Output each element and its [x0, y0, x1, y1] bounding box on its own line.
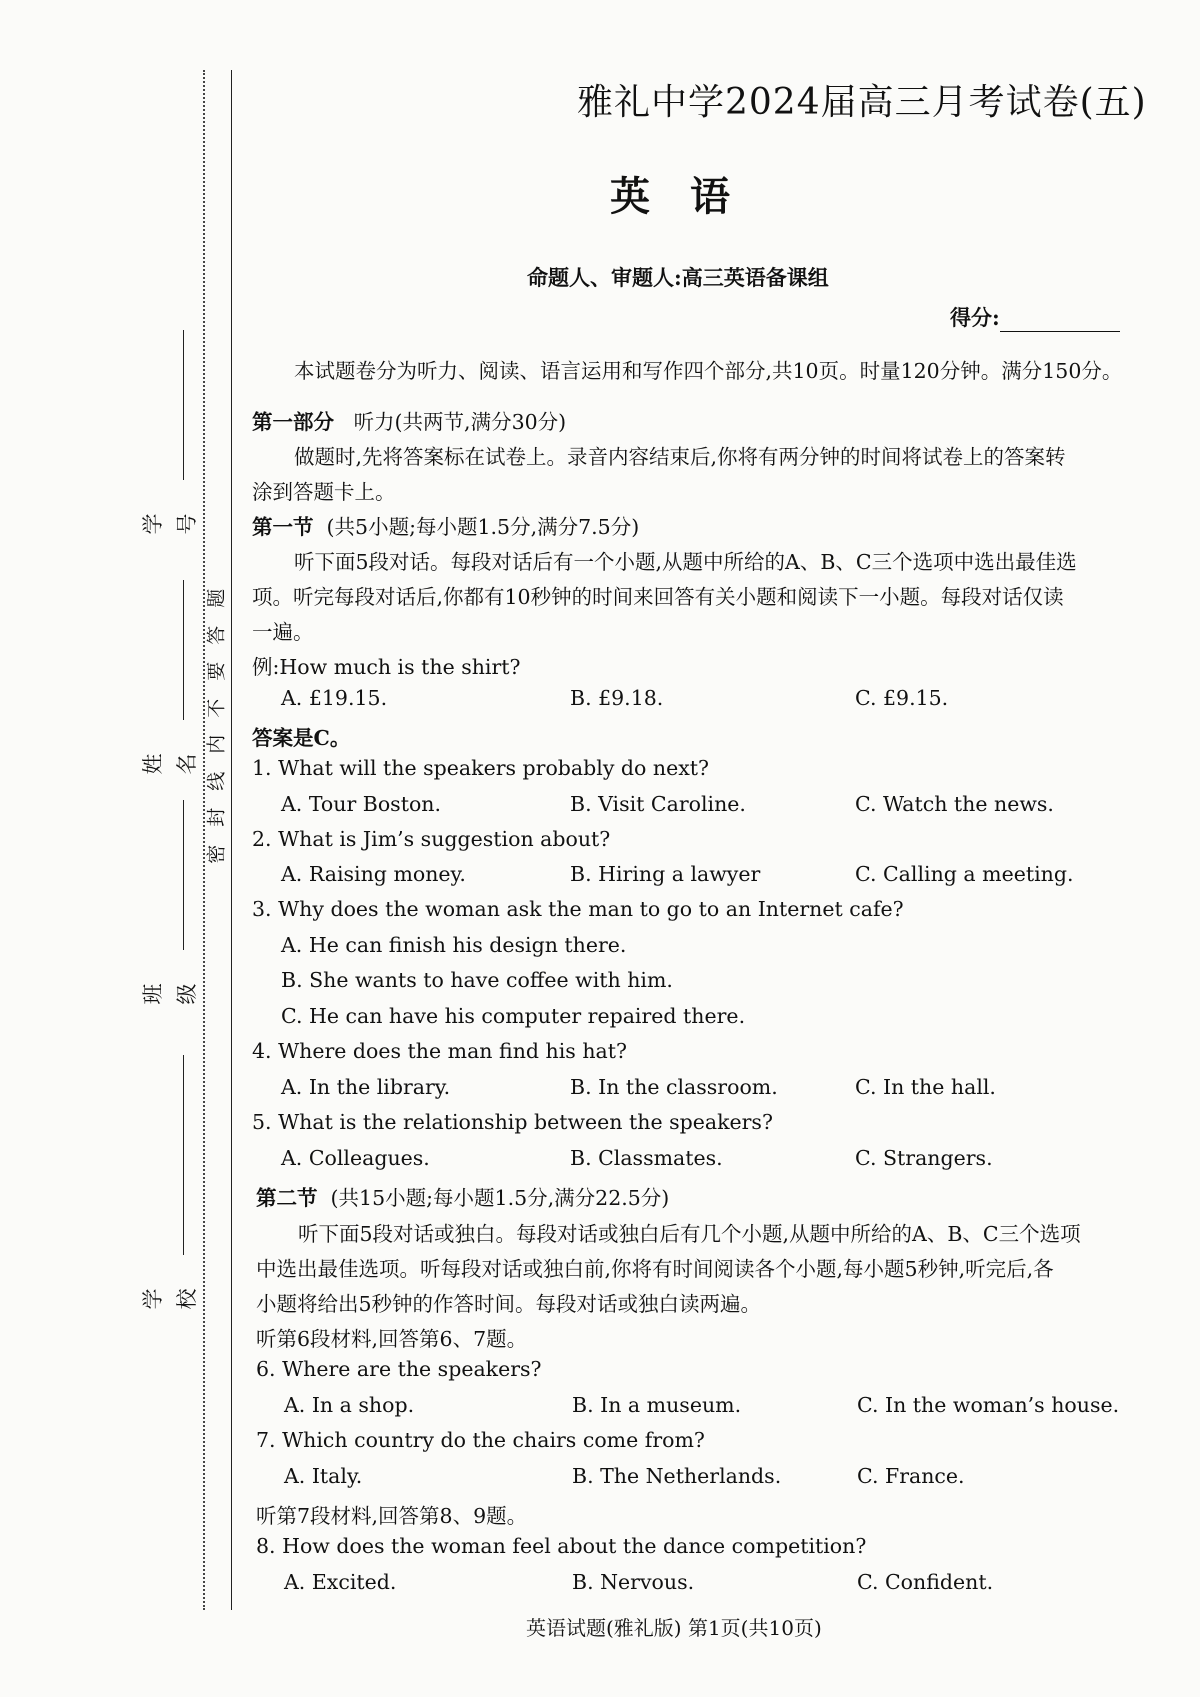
student-id-blank[interactable] [183, 330, 184, 480]
example-option-b: B. £9.18. [570, 686, 664, 710]
school-blank[interactable] [183, 1055, 184, 1255]
q2-option-a[interactable]: A. Raising money. [281, 862, 466, 886]
q5-option-b[interactable]: B. Classmates. [570, 1146, 723, 1170]
question-3: 3. Why does the woman ask the man to go to an Internet cafe? [252, 897, 904, 921]
question-7: 7. Which country do the chairs come from? [256, 1428, 705, 1452]
q3-option-a[interactable]: A. He can finish his design there. [281, 933, 627, 957]
seal-warning [205, 580, 229, 872]
q1-option-c[interactable]: C. Watch the news. [855, 792, 1054, 816]
q2-option-b[interactable]: B. Hiring a lawyer [570, 862, 761, 886]
question-4: 4. Where does the man find his hat? [252, 1039, 627, 1063]
q3-option-b[interactable]: B. She wants to have coffee with him. [281, 968, 673, 992]
question-2: 2. What is Jim’s suggestion about? [252, 827, 611, 851]
name-blank[interactable] [183, 580, 184, 720]
example-option-c: C. £9.15. [855, 686, 949, 710]
q6-option-a[interactable]: A. In a shop. [284, 1393, 415, 1417]
score-blank[interactable] [1000, 311, 1120, 332]
page-footer: 英语试题(雅礼版) 第1页(共10页) [526, 1616, 822, 1640]
q1-option-b[interactable]: B. Visit Caroline. [570, 792, 746, 816]
question-6: 6. Where are the speakers? [256, 1357, 542, 1381]
section2-instructions: 中选出最佳选项。听每段对话或独白前,你将有时间阅读各个小题,每小题5秒钟,听完后,各 [256, 1257, 1054, 1281]
question-5: 5. What is the relationship between the speakers? [252, 1110, 773, 1134]
q7-option-a[interactable]: A. Italy. [284, 1464, 363, 1488]
q8-option-c[interactable]: C. Confident. [857, 1570, 994, 1594]
q7-option-c[interactable]: C. France. [857, 1464, 965, 1488]
q5-option-c[interactable]: C. Strangers. [855, 1146, 993, 1170]
q8-option-b[interactable]: B. Nervous. [572, 1570, 695, 1594]
q1-option-a[interactable]: A. Tour Boston. [281, 792, 442, 816]
question-1: 1. What will the speakers probably do next? [252, 756, 710, 780]
example-question: 例:How much is the shirt? [252, 655, 521, 679]
intro-text: 本试题卷分为听力、阅读、语言运用和写作四个部分,共10页。时量120分钟。满分150分。 [294, 359, 1123, 383]
q4-option-a[interactable]: A. In the library. [281, 1075, 451, 1099]
seal-warning-char: 不 [205, 698, 228, 718]
section1-heading: 第一节 (共5小题;每小题1.5分,满分7.5分) [252, 515, 640, 539]
seal-warning-char: 密 [205, 844, 228, 864]
seal-warning-char: 内 [205, 734, 228, 754]
q5-option-a[interactable]: A. Colleagues. [281, 1146, 430, 1170]
part1-instructions: 涂到答题卡上。 [252, 480, 396, 504]
part1-instructions: 做题时,先将答案标在试卷上。录音内容结束后,你将有两分钟的时间将试卷上的答案转 [294, 445, 1066, 469]
example-option-a: A. £19.15. [281, 686, 388, 710]
section2-instructions: 小题将给出5秒钟的作答时间。每段对话或独白读两遍。 [256, 1292, 762, 1316]
seal-solid-line [231, 70, 232, 1610]
seal-warning-char: 封 [205, 807, 228, 827]
part1-heading: 第一部分 听力(共两节,满分30分) [252, 410, 567, 434]
score-field[interactable] [950, 302, 1120, 332]
class-blank[interactable] [183, 800, 184, 950]
q2-option-c[interactable]: C. Calling a meeting. [855, 862, 1074, 886]
school-label: 学校 [141, 1288, 199, 1310]
seal-warning-char: 题 [205, 588, 228, 608]
class-label: 班级 [141, 983, 199, 1005]
subject-title: 英语 [610, 173, 770, 220]
q6-option-c[interactable]: C. In the woman’s house. [857, 1393, 1120, 1417]
exam-title: 雅礼中学2024届高三月考试卷(五) [577, 82, 1147, 123]
q8-option-a[interactable]: A. Excited. [284, 1570, 397, 1594]
q3-option-c[interactable]: C. He can have his computer repaired there. [281, 1004, 746, 1028]
example-answer: 答案是C。 [252, 726, 351, 750]
q7-option-b[interactable]: B. The Netherlands. [572, 1464, 782, 1488]
q6-option-b[interactable]: B. In a museum. [572, 1393, 742, 1417]
score-label: 得分: [950, 305, 1000, 330]
q4-option-b[interactable]: B. In the classroom. [570, 1075, 778, 1099]
question-8: 8. How does the woman feel about the dance competition? [256, 1534, 867, 1558]
authors-line: 命题人、审题人:高三英语备课组 [527, 265, 829, 290]
material-7-heading: 听第7段材料,回答第8、9题。 [256, 1504, 528, 1528]
section1-instructions: 一遍。 [252, 620, 314, 644]
seal-warning-char: 线 [205, 771, 228, 791]
section2-heading: 第二节 (共15小题;每小题1.5分,满分22.5分) [256, 1186, 670, 1210]
name-label: 姓名 [141, 753, 199, 775]
seal-warning-char: 答 [205, 625, 228, 645]
student-id-label: 学号 [141, 513, 199, 535]
section1-instructions: 听下面5段对话。每段对话后有一个小题,从题中所给的A、B、C三个选项中选出最佳选 [294, 550, 1077, 574]
seal-warning-char: 要 [205, 661, 228, 681]
section1-instructions: 项。听完每段对话后,你都有10秒钟的时间来回答有关小题和阅读下一小题。每段对话仅读 [252, 585, 1064, 609]
q4-option-c[interactable]: C. In the hall. [855, 1075, 996, 1099]
material-6-heading: 听第6段材料,回答第6、7题。 [256, 1327, 528, 1351]
section2-instructions: 听下面5段对话或独白。每段对话或独白后有几个小题,从题中所给的A、B、C三个选项 [298, 1222, 1081, 1246]
